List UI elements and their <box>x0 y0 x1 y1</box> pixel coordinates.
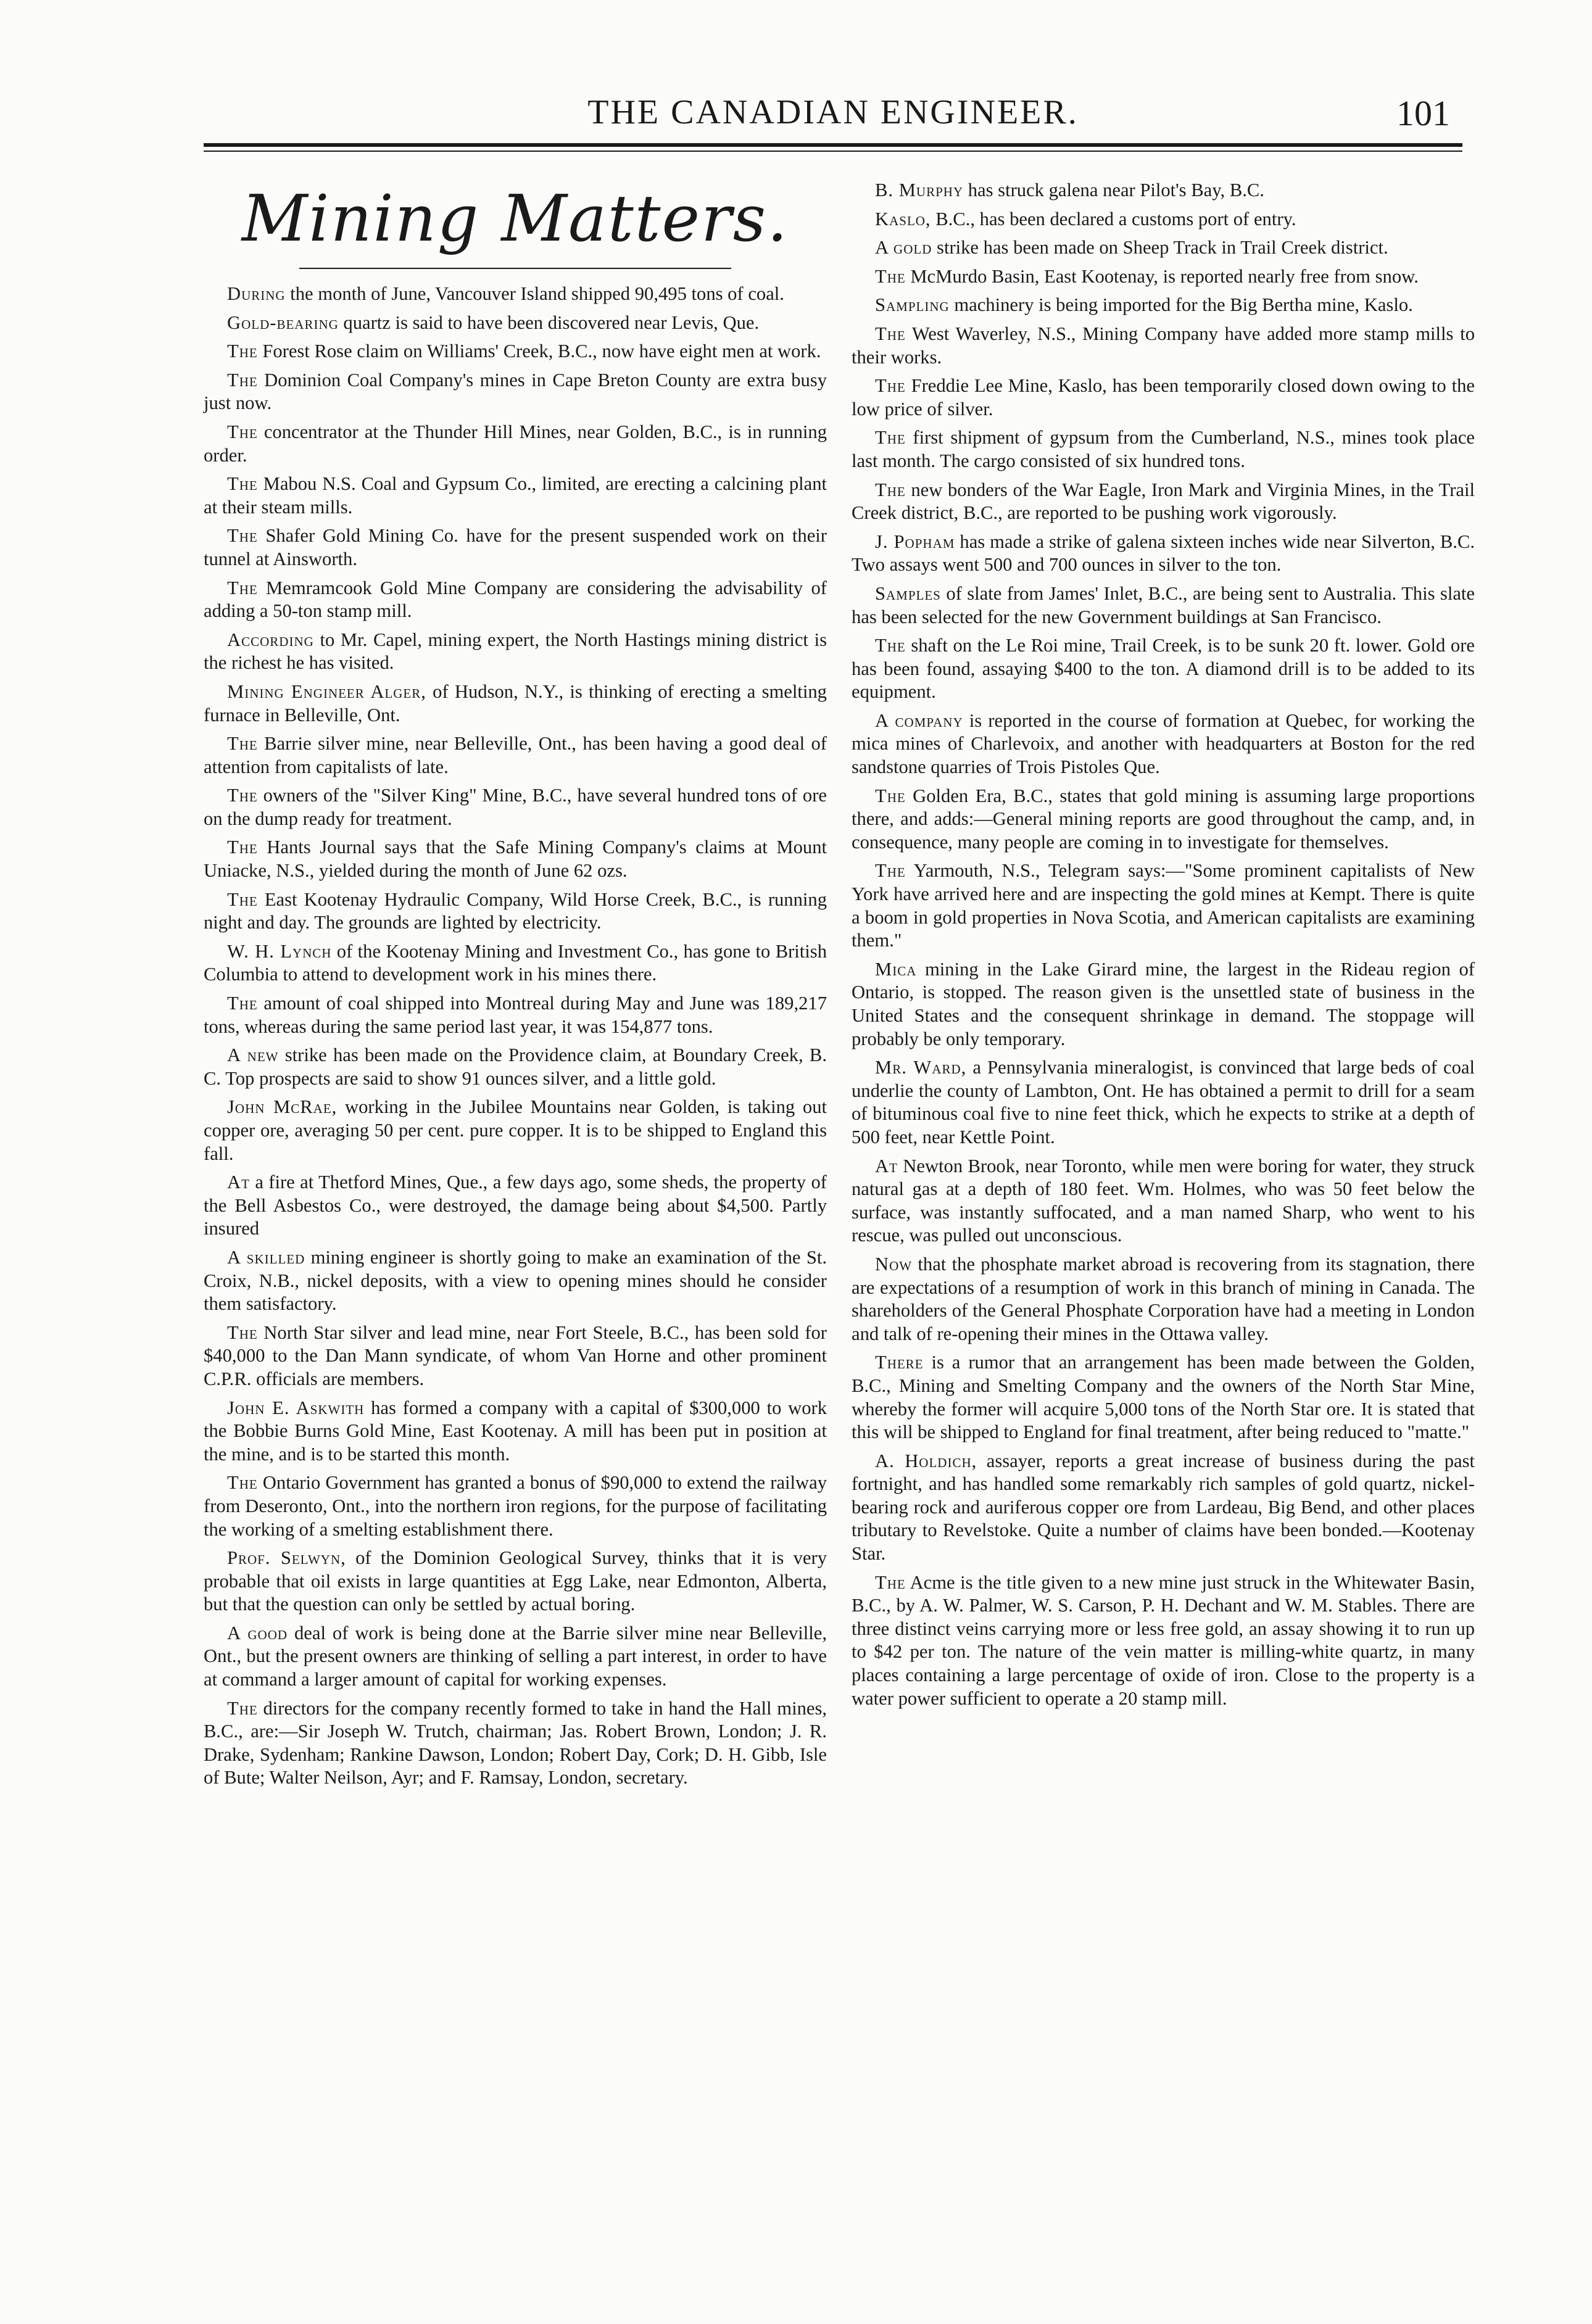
news-item <box>204 732 827 779</box>
news-item <box>204 1096 827 1165</box>
left-article-list <box>204 283 827 1790</box>
news-item <box>852 859 1475 952</box>
news-item-lead: During <box>227 283 286 304</box>
news-item-text: Barrie silver mine, near Belleville, Ont., has been having a good deal of attention from capitalists of late. <box>204 733 827 777</box>
news-item-text: Yarmouth, N.S., Telegram says:—"Some prominent capitalists of New York have arrived here and are inspecting the gold mines at Kempt. There is quite a boom in gold properties in Nova Scotia, and American capitalists are examining them." <box>852 860 1475 951</box>
news-item-lead: Mr. Ward, <box>875 1057 967 1078</box>
news-item-text: has formed a company with a capital of $300,000 to work the Bobbie Burns Gold Mine, East Kootenay. A mill has been put in position at the mine, and is to be started this month. <box>204 1397 827 1465</box>
news-item-text: is reported in the course of formation at Quebec, for working the mica mines of Charlevoix, and another with headquarters at Boston for the red sandstone quarries of Trois Pistoles Que. <box>852 709 1475 778</box>
news-item-text: quartz is said to have been discovered near Levis, Que. <box>338 312 760 333</box>
news-item-text: Memramcook Gold Mine Company are considering the advisability of adding a 50-ton stamp mill. <box>204 577 827 622</box>
news-item <box>204 836 827 882</box>
news-item-lead: Sampling <box>875 294 950 316</box>
news-item-text: owners of the "Silver King" Mine, B.C., have several hundred tons of ore on the dump ready for treatment. <box>204 785 827 829</box>
news-item-lead: A skilled <box>227 1246 305 1268</box>
news-item-lead: W. H. Lynch <box>227 940 332 962</box>
news-item-lead: The <box>227 837 258 858</box>
news-item-lead: At <box>227 1172 250 1193</box>
news-item-text: working in the Jubilee Mountains near Golden, is taking out copper ore, averaging 50 per cent. pure copper. It is to be shipped to England this fall. <box>204 1096 827 1164</box>
news-item-lead: The <box>227 341 258 362</box>
news-item-lead: The <box>227 785 258 806</box>
heading-underline <box>299 268 731 269</box>
news-item-text: has struck galena near Pilot's Bay, B.C. <box>963 180 1264 201</box>
news-item-lead: Gold-bearing <box>227 312 339 333</box>
news-item-lead: John McRae, <box>227 1096 338 1118</box>
news-item <box>204 940 827 986</box>
news-item-lead: The <box>875 375 906 397</box>
news-item-lead: At <box>875 1155 898 1176</box>
news-item-lead: John E. Askwith <box>227 1397 365 1418</box>
news-item-lead: According <box>227 629 314 650</box>
news-item-lead: A new <box>227 1044 279 1066</box>
news-item-text: mining engineer is shortly going to make an examination of the St. Croix, N.B., nickel deposits, with a view to opening mines should he consider them satisfactory. <box>204 1246 827 1315</box>
news-item <box>204 1044 827 1090</box>
news-item-lead: The <box>227 888 258 910</box>
news-item <box>204 1471 827 1541</box>
news-item-text: directors for the company recently formed to take in hand the Hall mines, B.C., are:—Sir Joseph W. Trutch, chairman; Jas. Robert Brown, London; J. R. Drake, Sydenham; Rankine Dawson, London; Robert Day, Cork; D. H. Gibb, Isle of Bute; Walter Neilson, Ayr; and F. Ramsay, London, secretary. <box>204 1697 827 1788</box>
news-item-lead: The <box>227 577 258 598</box>
news-item <box>852 634 1475 704</box>
news-item <box>204 784 827 830</box>
news-item-text: the month of June, Vancouver Island shipped 90,495 tons of coal. <box>285 283 784 304</box>
news-item-text: machinery is being imported for the Big Bertha mine, Kaslo. <box>949 294 1413 316</box>
news-item <box>852 1351 1475 1444</box>
news-item <box>204 992 827 1038</box>
news-item <box>204 1397 827 1466</box>
news-item <box>852 294 1475 317</box>
journal-title: THE CANADIAN ENGINEER. <box>587 93 1079 131</box>
news-item <box>852 531 1475 577</box>
news-item <box>204 312 827 335</box>
news-item-text: a Pennsylvania mineralogist, is convinced that large beds of coal underlie the county of Lambton, Ont. He has obtained a permit to drill for a seam of bituminous coal five to nine feet thick, which he expects to strike at a depth of 500 feet, near Kettle Point. <box>852 1057 1475 1148</box>
news-item-lead: Mining Engineer Alger, <box>227 680 426 702</box>
news-item <box>852 958 1475 1051</box>
news-item <box>852 1571 1475 1711</box>
page-number: 101 <box>1396 93 1450 133</box>
news-item <box>852 265 1475 289</box>
news-item-lead: A. Holdich, <box>875 1450 977 1471</box>
news-item <box>204 473 827 519</box>
news-item <box>204 1622 827 1692</box>
section-heading: Mining Matters. <box>241 181 789 256</box>
news-item-lead: A gold <box>875 237 932 258</box>
news-item-text: Shafer Gold Mining Co. have for the present suspended work on their tunnel at Ainsworth. <box>204 525 827 569</box>
news-item-lead: A good <box>227 1622 288 1644</box>
news-item <box>204 340 827 363</box>
left-column <box>204 179 827 1795</box>
news-item-text: deal of work is being done at the Barrie silver mine near Belleville, Ont., but the present owners are thinking of selling a part interest, in order to have at command a larger amount of capital for working expenses. <box>204 1622 827 1690</box>
news-item <box>852 236 1475 260</box>
news-item <box>852 374 1475 421</box>
news-item-text: East Kootenay Hydraulic Company, Wild Horse Creek, B.C., is running night and day. The grounds are lighted by electricity. <box>204 888 827 933</box>
news-item-lead: A company <box>875 709 963 731</box>
news-item <box>852 426 1475 473</box>
news-item-text: is a rumor that an arrangement has been made between the Golden, B.C., Mining and Smelting Company and the owners of the North Star Mine, whereby the former will acquire 5,000 tons of the North Star ore. It is stated that this will be shipped to England for final treatment, after being reduced to "matte." <box>852 1352 1475 1443</box>
news-item-text: Forest Rose claim on Williams' Creek, B.C., now have eight men at work. <box>257 341 821 362</box>
news-item <box>204 524 827 571</box>
news-item-text: Dominion Coal Company's mines in Cape Breton County are extra busy just now. <box>204 369 827 414</box>
news-item <box>204 369 827 415</box>
news-item-text: B.C., has been declared a customs port of entry. <box>931 208 1296 230</box>
news-item-lead: J. Popham <box>875 531 955 552</box>
news-item <box>204 1246 827 1316</box>
news-item <box>852 582 1475 629</box>
news-item-lead: The <box>875 860 906 882</box>
news-item-text: amount of coal shipped into Montreal during May and June was 189,217 tons, whereas during the same period last year, it was 154,877 tons. <box>204 993 827 1037</box>
page-header <box>204 93 1462 137</box>
news-item-text: of the Dominion Geological Survey, thinks that it is very probable that oil exists in large quantities at Egg Lake, near Edmonton, Alberta, but that the question can only be settled by actual boring. <box>204 1547 827 1615</box>
news-item <box>852 1155 1475 1247</box>
news-item-lead: Kaslo, <box>875 208 931 230</box>
news-item <box>204 1171 827 1241</box>
news-item-text: to Mr. Capel, mining expert, the North Hastings mining district is the richest he has visited. <box>204 629 827 674</box>
news-item-lead: The <box>227 1697 258 1719</box>
news-item-text: strike has been made on Sheep Track in Trail Creek district. <box>932 237 1388 258</box>
news-item-text: that the phosphate market abroad is recovering from its stagnation, there are expectations of a resumption of work in this branch of mining in Canada. The shareholders of the General Phosphate Corporation have had a meeting in London and talk of re-opening their mines in the Ottawa valley. <box>852 1253 1475 1344</box>
news-item-text: of Hudson, N.Y., is thinking of erecting a smelting furnace in Belleville, Ont. <box>204 680 827 726</box>
news-item-lead: The <box>227 369 258 391</box>
news-item-lead: The <box>227 1321 258 1343</box>
news-item <box>852 709 1475 779</box>
news-item-lead: The <box>227 1472 258 1494</box>
news-item-lead: The <box>875 635 906 656</box>
news-item-lead: There <box>875 1352 924 1373</box>
news-item-text: mining in the Lake Girard mine, the largest in the Rideau region of Ontario, is stopped. The reason given is the unsettled state of business in the United States and the consequent shrinkage in demand. The stoppage will probably be only temporary. <box>852 958 1475 1049</box>
news-item-lead: B. Murphy <box>875 180 964 201</box>
news-item-lead: Now <box>875 1253 913 1275</box>
news-item <box>852 1253 1475 1346</box>
news-item-text: strike has been made on the Providence claim, at Boundary Creek, B. C. Top prospects are said to show 91 ounces silver, and a little gold. <box>204 1044 827 1089</box>
header-rule-thin <box>204 151 1462 152</box>
news-item-lead: The <box>227 421 258 442</box>
news-item-lead: Samples <box>875 582 941 604</box>
right-column <box>852 179 1475 1716</box>
news-item-text: Golden Era, B.C., states that gold mining is assuming large proportions there, and adds:—General mining reports are good throughout the camp, and, in consequence, many people are coming in to investigate for themselves. <box>852 785 1475 853</box>
news-item-lead: Prof. Selwyn, <box>227 1547 346 1569</box>
news-item-lead: The <box>875 427 906 449</box>
news-item-lead: The <box>875 479 906 500</box>
news-item-text: Freddie Lee Mine, Kaslo, has been temporarily closed down owing to the low price of silver. <box>852 375 1475 420</box>
news-item-lead: The <box>875 1571 906 1593</box>
news-item <box>852 1450 1475 1566</box>
news-item-text: Ontario Government has granted a bonus of $90,000 to extend the railway from Deseronto, Ont., into the northern iron regions, for the purpose of facilitating the working of a smelting establishment there. <box>204 1472 827 1540</box>
news-item-text: Mabou N.S. Coal and Gypsum Co., limited, are erecting a calcining plant at their steam mills. <box>204 473 827 518</box>
news-item <box>852 208 1475 231</box>
news-item <box>204 421 827 467</box>
news-item-text: a fire at Thetford Mines, Que., a few days ago, some sheds, the property of the Bell Asbestos Co., were destroyed, the damage being about $4,500. Partly insured <box>204 1172 827 1239</box>
section-heading-wrap <box>204 181 827 255</box>
news-item <box>852 1056 1475 1149</box>
news-item <box>852 179 1475 202</box>
news-item-text: shaft on the Le Roi mine, Trail Creek, is to be sunk 20 ft. lower. Gold ore has been found, assaying $400 to the ton. A diamond drill is to be added to its equipment. <box>852 635 1475 703</box>
news-item-text: Acme is the title given to a new mine just struck in the Whitewater Basin, B.C., by A. W. Palmer, W. S. Carson, P. H. Dechant and W. M. Stables. There are three distinct veins carrying more or less free gold, an assay showing it to run up to $42 per ton. The nature of the vein matter is milling-white quartz, in many places containing a large percentage of oxide of iron. Close to the property is a water power sufficient to operate a 20 stamp mill. <box>852 1571 1475 1709</box>
news-item-text: McMurdo Basin, East Kootenay, is reported nearly free from snow. <box>905 265 1419 287</box>
news-item <box>204 1697 827 1790</box>
news-item-lead: The <box>227 993 258 1014</box>
news-item <box>852 479 1475 525</box>
news-item-text: North Star silver and lead mine, near Fort Steele, B.C., has been sold for $40,000 to the Dan Mann syndicate, of whom Van Horne and other prominent C.P.R. officials are members. <box>204 1321 827 1389</box>
news-item <box>204 629 827 675</box>
news-item-lead: The <box>875 323 906 344</box>
news-item <box>852 785 1475 854</box>
news-item <box>204 680 827 727</box>
news-item <box>204 1321 827 1391</box>
news-item-lead: The <box>227 733 258 755</box>
news-item <box>204 283 827 306</box>
news-item-lead: The <box>227 525 258 547</box>
news-item-text: of the Kootenay Mining and Investment Co., has gone to British Columbia to attend to development work in his mines there. <box>204 940 827 985</box>
news-item-text: new bonders of the War Eagle, Iron Mark and Virginia Mines, in the Trail Creek district, B.C., are reported to be pushing work vigorously. <box>852 479 1475 524</box>
news-item <box>204 1547 827 1616</box>
news-item-text: Hants Journal says that the Safe Mining Company's claims at Mount Uniacke, N.S., yielded during the month of June 62 ozs. <box>204 837 827 882</box>
news-item-lead: The <box>875 785 906 806</box>
news-item-text: concentrator at the Thunder Hill Mines, near Golden, B.C., is in running order. <box>204 421 827 466</box>
news-item <box>852 323 1475 369</box>
news-item-text: of slate from James' Inlet, B.C., are being sent to Australia. This slate has been selected for the new Government buildings at San Francisco. <box>852 582 1475 627</box>
header-rule-thick <box>204 143 1462 147</box>
news-item-text: Newton Brook, near Toronto, while men were boring for water, they struck natural gas at a depth of 180 feet. Wm. Holmes, who was 50 feet below the surface, was instantly suffocated, and a man named Sharp, who went to his rescue, was pulled out unconscious. <box>852 1155 1475 1246</box>
news-item-lead: The <box>227 473 258 495</box>
news-item-text: assayer, reports a great increase of business during the past fortnight, and has handled some remarkably rich samples of gold quartz, nickel-bearing rock and auriferous copper ore from Lardeau, Big Bend, and other places tributary to Revelstoke. Quite a number of claims have been bonded.—Kootenay Star. <box>852 1450 1475 1565</box>
right-article-list <box>852 179 1475 1710</box>
news-item-text: West Waverley, N.S., Mining Company have added more stamp mills to their works. <box>852 323 1475 368</box>
news-item-lead: The <box>875 265 906 287</box>
news-item <box>204 577 827 623</box>
news-item <box>204 888 827 935</box>
news-item-text: has made a strike of galena sixteen inches wide near Silverton, B.C. Two assays went 500 and 700 ounces in silver to the ton. <box>852 531 1475 576</box>
news-item-lead: Mica <box>875 958 917 980</box>
news-item-text: first shipment of gypsum from the Cumberland, N.S., mines took place last month. The cargo consisted of six hundred tons. <box>852 427 1475 471</box>
